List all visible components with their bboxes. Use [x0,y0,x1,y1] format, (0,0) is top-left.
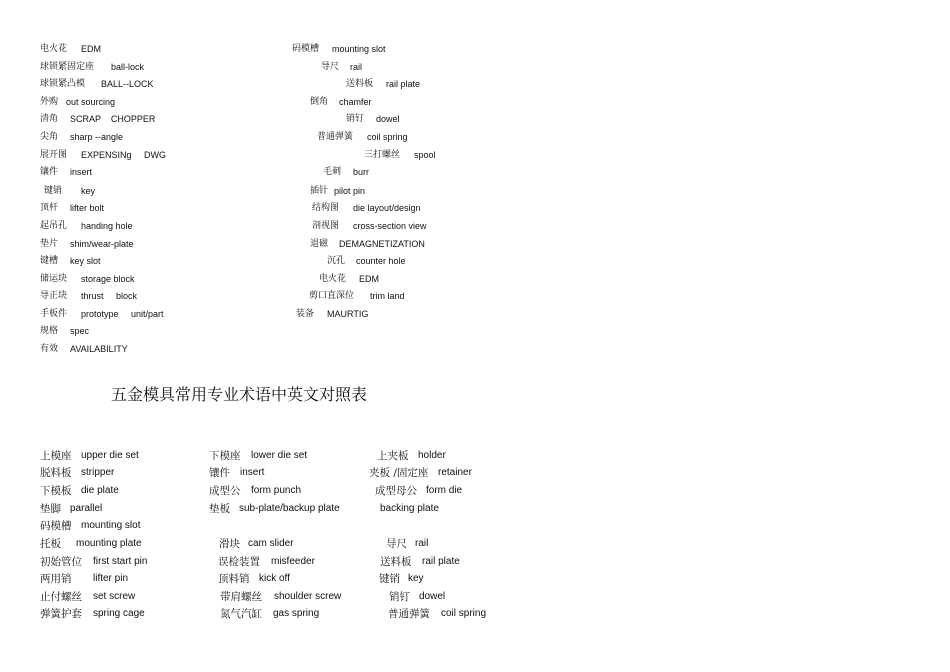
term-zh: 码模槽 [40,520,72,532]
term-zh: 导尺 [321,62,340,72]
term-en: form die [426,485,463,496]
term-en: kick off [259,573,290,584]
term-zh: 脱料板 [40,467,72,479]
term-en: first start pin [93,556,148,567]
term-zh: 退磁 [310,239,329,249]
term-zh: 夹板 /固定座 [369,467,429,479]
term-en: stripper [81,467,115,478]
term-en: rail [350,62,363,72]
term-en: chamfer [339,97,372,107]
term-en: sub-plate/backup plate [239,503,340,514]
term-en: rail plate [422,556,460,567]
term-en: handing hole [81,221,133,231]
term-en: MAURTIG [327,309,369,319]
term-zh: 电火花 [319,274,347,284]
term-zh: 上夹板 [377,450,409,462]
term-zh: 外购 [40,97,59,107]
term-zh: 滑块 [219,538,240,550]
term-zh: 储运块 [40,274,68,284]
term-zh: 三打螺丝 [364,150,401,160]
term-en: spool [414,150,436,160]
term-zh: 顶杆 [40,203,59,213]
term-en: thrust block [81,291,138,301]
term-en: key [81,186,96,196]
term-en: coil spring [441,608,487,619]
term-en: spring cage [93,608,145,619]
term-zh: 弹簧护套 [40,608,82,620]
term-en: ball-lock [111,62,145,72]
term-zh: 剪口直深位 [309,291,355,301]
term-en: insert [240,467,265,478]
term-en: dowel [419,591,446,602]
term-zh: 球锁紧凸模 [40,79,86,89]
term-en: key slot [70,256,101,266]
term-en: upper die set [81,450,139,461]
term-en: rail [415,538,429,549]
term-zh: 键槽 [40,256,59,266]
term-zh: 电火花 [40,44,68,54]
term-zh: 镶件 [40,167,59,177]
term-zh: 上模座 [40,450,72,462]
term-en: pilot pin [334,186,366,196]
term-en: mounting slot [81,520,141,531]
term-en: form punch [251,485,302,496]
term-zh: 下模板 [40,485,72,497]
term-zh: 剖视图 [312,221,340,231]
term-en: EDM [81,44,101,54]
term-en: rail plate [386,79,421,89]
term-zh: 规格 [40,326,59,336]
term-zh: 键销 [379,573,400,585]
term-zh: 止付螺丝 [40,591,82,603]
term-en: misfeeder [271,556,315,567]
term-en: prototype unit/part [81,309,164,319]
term-zh: 送料板 [380,556,412,568]
term-en: DEMAGNETIZATION [339,239,425,249]
term-zh: 下模座 [209,450,241,462]
term-en: storage block [81,274,135,284]
term-zh: 展开图 [40,150,68,160]
term-zh: 键销 [44,186,63,196]
term-zh: 毛刺 [323,167,342,177]
term-zh: 镶件 [209,467,230,479]
term-en: gas spring [273,608,320,619]
term-zh: 导尺 [386,538,407,550]
term-zh: 有效 [40,344,59,354]
term-zh: 垫片 [40,239,59,249]
term-zh: 带肩螺丝 [220,591,262,603]
term-en: lifter pin [93,573,129,584]
term-zh: 球锁紧固定座 [40,62,95,72]
term-en: key [408,573,424,584]
term-en: sharp --angle [70,132,124,142]
term-en: EDM [359,274,379,284]
term-en: AVAILABILITY [70,344,128,354]
term-zh: 顶料销 [218,573,250,585]
term-zh: 普通弹簧 [388,608,430,620]
term-zh: 初始管位 [40,556,82,568]
term-zh: 托板 [40,538,61,550]
term-en: dowel [376,114,400,124]
term-zh: 成型母公 [375,485,417,497]
term-zh: 垫板 [209,503,230,515]
term-zh: 两用销 [40,573,72,585]
term-zh: 氮气汽缸 [220,608,262,620]
term-en: die layout/design [353,203,421,213]
term-en: BALL--LOCK [101,79,154,89]
term-en: set screw [93,591,136,602]
term-en: trim land [370,291,405,301]
term-zh: 销钉 [389,591,410,603]
term-zh: 成型公 [209,485,241,497]
term-zh: 销钉 [346,114,365,124]
term-en: retainer [438,467,472,478]
term-en: shim/wear-plate [70,239,134,249]
term-en: shoulder screw [274,591,342,602]
term-zh: 普通弹簧 [317,132,354,142]
term-en: SCRAP CHOPPER [70,114,156,124]
term-en: parallel [70,503,103,514]
term-en: lifter bolt [70,203,105,213]
term-en: counter hole [356,256,406,266]
term-en: out sourcing [66,97,116,107]
term-zh: 沉孔 [327,256,346,266]
term-en: holder [418,450,446,461]
page-title: 五金模具常用专业术语中英文对照表 [111,385,368,404]
term-zh: 清角 [40,114,59,124]
term-zh: 装备 [296,309,315,319]
term-en: burr [353,167,370,177]
term-zh: 尖角 [40,132,59,142]
term-en: mounting plate [76,538,142,549]
term-zh: 误检装置 [218,556,260,568]
term-en: coil spring [367,132,408,142]
term-zh: 手板件 [40,309,68,319]
term-zh: 垫脚 [40,503,61,515]
term-zh: 起吊孔 [40,221,68,231]
term-en: cross-section view [353,221,427,231]
term-zh: 结构图 [312,203,340,213]
term-en: lower die set [251,450,308,461]
term-en: EXPENSINg DWG [81,150,167,160]
term-zh: 导正块 [40,291,68,301]
term-en: mounting slot [332,44,386,54]
term-zh: 插针 [310,186,329,196]
term-en: insert [70,167,93,177]
term-zh: 送料板 [346,79,374,89]
term-zh: 倒角 [310,97,329,107]
term-en: backing plate [380,503,439,514]
term-en: spec [70,326,90,336]
term-en: die plate [81,485,119,496]
term-zh: 码模槽 [292,44,320,54]
term-en: cam slider [248,538,294,549]
